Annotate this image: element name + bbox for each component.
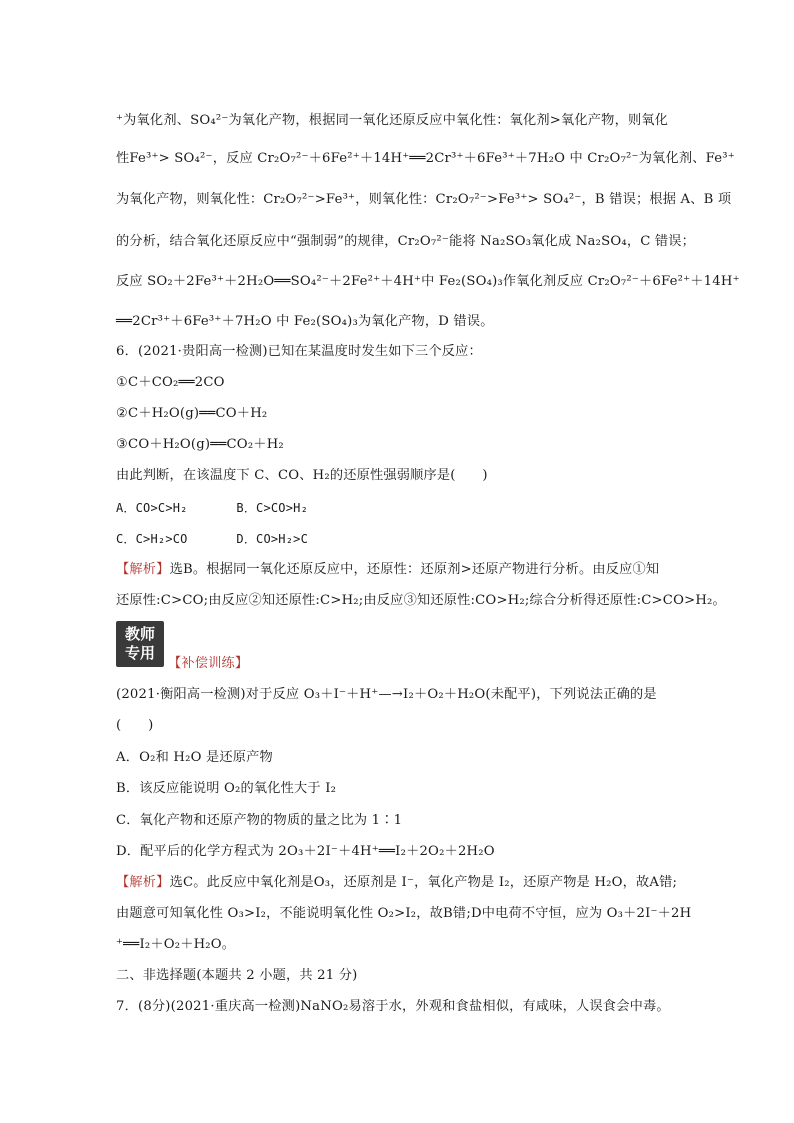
text-line: ⁺为氧化剂、SO₄²⁻为氧化产物，根据同一氧化还原反应中氧化性：氧化剂>氧化产物，则氧化: [116, 113, 669, 128]
supplementary-label: 【补偿训练】: [168, 656, 249, 671]
badge-line: 教师: [124, 625, 155, 643]
text-line: 的分析，结合氧化还原反应中“强制弱”的规律，Cr₂O₇²⁻能将 Na₂SO₃氧化成 Na₂SO₄，C 错误；: [116, 234, 696, 249]
supp-option-a: A．O₂和 H₂O 是还原产物: [116, 750, 273, 765]
supp-option-d: D．配平后的化学方程式为 2O₃＋2I⁻＋4H⁺══I₂＋2O₂＋2H₂O: [116, 844, 495, 859]
supp-stem: (2021·衡阳高一检测)对于反应 O₃＋I⁻＋H⁺—→I₂＋O₂＋H₂O(未配平)，下列说法正确的是: [116, 687, 657, 702]
section-heading: 二、非选择题(本题共 2 小题，共 21 分): [116, 968, 358, 983]
analysis-text: 选C。此反应中氧化剂是O₃，还原剂是 I⁻，氧化产物是 I₂，还原产物是 H₂O，故A错;: [169, 875, 678, 890]
analysis-1: [116, 560, 686, 580]
reaction-2: ②C＋H₂O(g)══CO＋H₂: [116, 406, 268, 421]
reaction-1: ①C＋CO₂══2CO: [116, 375, 225, 390]
question-6-stem: 6．(2021·贵阳高一检测)已知在某温度时发生如下三个反应：: [116, 344, 482, 359]
teacher-only-badge: [116, 621, 164, 667]
reaction-3: ③CO＋H₂O(g)══CO₂＋H₂: [116, 437, 284, 452]
supp-blank: ( ): [116, 718, 154, 733]
text-line: 性Fe³⁺> SO₄²⁻，反应 Cr₂O₇²⁻＋6Fe²⁺＋14H⁺══2Cr³⁺＋6Fe³⁺＋7H₂O 中 Cr₂O₇²⁻为氧化剂、Fe³⁺: [116, 151, 735, 166]
analysis-label: 【解析】: [116, 562, 170, 577]
question-7-stem: 7．(8分)(2021·重庆高一检测)NaNO₂易溶于水，外观和食盐相似，有咸味，人误食会中毒。: [116, 999, 670, 1014]
text-line: 反应 SO₂＋2Fe³⁺＋2H₂O══SO₄²⁻＋2Fe²⁺＋4H⁺中 Fe₂(SO₄)₃作氧化剂反应 Cr₂O₇²⁻＋6Fe²⁺＋14H⁺: [116, 274, 740, 289]
text-line: ⁺══I₂＋O₂＋H₂O。: [116, 937, 236, 952]
supp-option-b: B．该反应能说明 O₂的氧化性大于 I₂: [116, 781, 337, 796]
text-line: 还原性:C>CO;由反应②知还原性:C>H₂;由反应③知还原性:CO>H₂;综合分析得还原性:C>CO>H₂。: [116, 593, 726, 608]
analysis-label: 【解析】: [116, 875, 170, 890]
options-ab: A．CO>C>H₂ B．C>CO>H₂: [116, 501, 308, 515]
options-cd: C．C>H₂>CO D．CO>H₂>C: [116, 532, 308, 546]
text-line: 由题意可知氧化性 O₃>I₂，不能说明氧化性 O₂>I₂，故B错;D中电荷不守恒，应为 O₃＋2I⁻＋2H: [116, 906, 692, 921]
analysis-text: 选B。根据同一氧化还原反应中，还原性：还原剂>还原产物进行分析。由反应①知: [169, 562, 660, 577]
text-line: ══2Cr³⁺＋6Fe³⁺＋7H₂O 中 Fe₂(SO₄)₃为氧化产物，D 错误。: [116, 314, 494, 329]
analysis-2: [116, 873, 686, 893]
badge-line: 专用: [124, 644, 155, 662]
question-6-prompt: 由此判断，在该温度下 C、CO、H₂的还原性强弱顺序是( ): [116, 468, 488, 483]
supp-option-c: C．氧化产物和还原产物的物质的量之比为 1∶1: [116, 813, 403, 828]
text-line: 为氧化产物，则氧化性：Cr₂O₇²⁻>Fe³⁺，则氧化性：Cr₂O₇²⁻>Fe³⁺> SO₄²⁻，B 错误；根据 A、B 项: [116, 192, 732, 207]
